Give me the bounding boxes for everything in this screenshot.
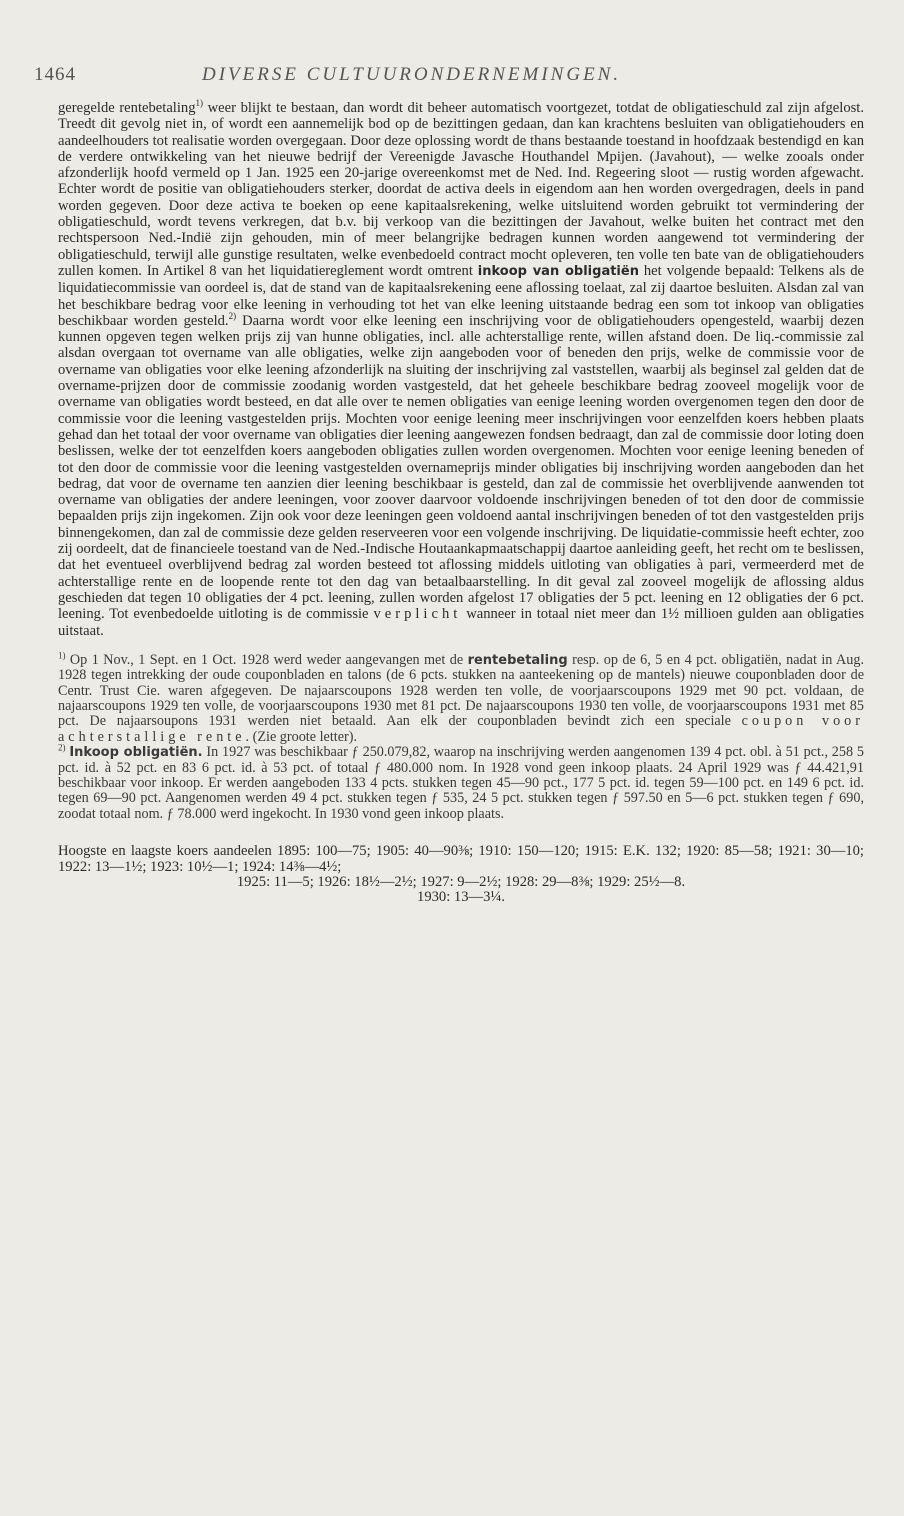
text-segment: geregelde rentebetaling — [58, 100, 196, 116]
footnote-text: Op 1 Nov., 1 Sept. en 1 Oct. 1928 werd weder aangevangen met de — [65, 651, 468, 668]
footnote-ref-2[interactable]: 2) — [228, 311, 237, 321]
page-header — [34, 50, 864, 90]
stats-line-3: 1930: 13—3¼. — [417, 889, 505, 906]
footnote-text: . (Zie groote letter). — [245, 728, 358, 745]
footnote-mark-1: 1) — [58, 650, 66, 661]
footnote-2 — [58, 742, 865, 822]
footnote-1 — [58, 650, 864, 745]
text-segment: weer blijkt te bestaan, dan wordt dit beheer automatisch voortgezet, totdat de obligatieschuld zal zijn afgelost. Treedt dit gevolg niet in, of wordt een aannemelijk bod op de bezittingen gedaan, dan kan krachtens besluiten van obligatiehouders en aandeelhouders tot realisatie worden overgegaan. Door deze oplossing wordt de thans bestaande toestand in hoofdzaak bestendigd en kan de verdere ontwikkeling van het nieuwe bedrijf der Vereenigde Javasche Houthandel Mpijen. (Javahout), — welke zooals onder afzonderlijk hoofd vermeld op 1 Jan. 1925 een 20-jarige overeenkomst met de Ned. Ind. Regeering sloot — rustig worden afgewacht. Echter wordt de positie van obligatiehouders sterker, doordat de activa deels in eigendom aan hen worden overgedragen, deels in pand worden gegeven. Door deze activa te boeken op eene kapitaalsrekening, welke uitsluitend worden gebruikt tot vermindering der obligatieschuld, wordt tevens verkregen, dat b.v. bij verkoop van die bezittingen der Javahout, welke buiten het contract met den rechtspersoon Ned.-Indië zijn gehouden, min of meer belangrijke bedragen kunnen worden aangewend tot vermindering der obligatieschuld, terwijl alle gunstige resultaten, welke evenbedoeld contract mocht opleveren, ten volle ten bate van de obligatiehouders zullen komen. In Artikel 8 van het liquidatiereglement wordt omtrent — [58, 100, 865, 279]
footnote-text: resp. op de 6, 5 en 4 pct. obligatiën, nadat in Aug. 1928 tegen intrekking der oude couponbladen en talons (de 6 pcts. stukken na aanteekening op de mantels) nieuwe couponbladen door de Centr. Trust Cie. waren afgegeven. De najaarscoupons 1928 werden ten volle, de voorjaarscoupons 1929 met 90 pct. voldaan, de najaarscoupons 1929 ten volle, de voorjaarscoupons 1930 met 81 pct. De najaarscoupons 1930 ten volle, de voorjaarscoupons 1931 met 85 pct. De najaarsoupons 1931 werden niet betaald. Aan elk der couponbladen bevindt zich een speciale — [58, 651, 864, 730]
spaced-term-coupon: coupon voor achterstallige rente — [58, 713, 864, 745]
main-paragraph — [58, 100, 864, 639]
running-title: DIVERSE CULTUURONDERNEMINGEN. — [202, 64, 622, 85]
footnote-ref-1[interactable]: 1) — [195, 98, 204, 109]
text-segment: Daarna wordt voor elke leening een inschrijving voor de obligatiehouders opengesteld, waarbij dezen kunnen opgeven tegen welken prijs zij van hunne obligaties, incl. alle achterstallige rente, willen afstand doen. De liq.-commissie zal alsdan overgaan tot overname van alle obligaties, welke zijn aangeboden voor of beneden den prijs, welke de commissie voor de overname van obligaties voor elke leening afzonderlijk na sluiting der inschrijving zal vaststellen, waarbij als beginsel zal gelden dat de overname-prijzen door de commissie zoodanig worden vastgesteld, dat het geheele beschikbare bedrag zooveel mogelijk voor de overname van obligaties wordt besteed, en dat alle over te nemen obligaties van eenige leening worden overgenomen tegen den door de commissie voor die leening vastgestelden prijs. Mochten voor eenige leening meer inschrijvingen voor eenzelfden koers hebben plaats gehad dan het totaal der voor overname van obligaties dier leening aangewezen fondsen bedraagt, dan zal de commissie door loting doen beslissen, welke der tot eenzelfden koers aangeboden obligaties zullen worden overgenomen. Mochten voor eenige leening beneden of tot den door de commissie voor die leening vastgestelden overnameprijs minder obligaties bij inschrijving worden aangeboden dan het bedrag, dat voor de overname ten aanzien dier leening beschikbaar is gesteld, dan zal de commissie het overblijvende aanwenden tot overname van obligaties der andere leeningen, voor zoover daarvoor voldoende inschrijvingen beneden of tot den door de commissie bepaalden prijs zijn ingekomen. Zijn ook voor deze leeningen geen voldoend aantal inschrijvingen beneden of tot den vastgestelden prijs binnengekomen, dan zal de commissie deze gelden reserveeren voor een volgende inschrijving. De liquidatie-commissie heeft echter, zoo zij oordeelt, dat de financieele toestand van de Ned.-Indische Houtaankapmaatschappij daartoe aanleiding geeft, het recht om te beslissen, dat het eventueel overblijvend bedrag zal worden besteed tot aflossing middels uitloting van obligaties à pari, vermeerderd met de achterstallige rente en de loopende rente tot den dag van betaalbaarstelling. In dit geval zal zooveel mogelijk de aflossing aldus geschieden dat tegen 10 obligaties der 4 pct. leening, zullen worden afgelost 17 obligaties der 5 pct. leening en 12 obligaties der 6 pct. leening. Tot evenbedoelde uitloting is de commissie — [58, 312, 864, 623]
footnote-text: In 1927 was beschikbaar ƒ 250.079,82, waarop na inschrijving werden aangenomen 139 4 pct. obl. à 51 pct., 258 5 pct. id. à 52 pct. en 83 6 pct. id. à 53 pct. of totaal ƒ 480.000 nom. In 1928 vond geen inkoop plaats. 24 April 1929 was ƒ 44.421,91 beschikbaar voor inkoop. Er werden aangeboden 133 4 pcts. stukken tegen 45—90 pct., 177 5 pct. id. tegen 59—100 pct. en 149 6 pct. id. tegen 69—90 pct. Aangenomen werden 49 4 pct. stukken tegen ƒ 535, 24 5 pct. stukken tegen ƒ 597.50 en 5—6 pct. stukken tegen ƒ 690, zoodat totaal nom. ƒ 78.000 werd ingekocht. In 1930 vond geen inkoop plaats. — [58, 744, 865, 822]
stats-line-1: Hoogste en laagste koers aandeelen 1895: 100—75; 1905: 40—90⅜; 1910: 150—120; 1915: E.K. 132; 1920: 85—58; 1921: 30—10; 1922: 13—1½; 1923: 10½—1; 1924: 14⅜—4½; — [58, 843, 864, 875]
spaced-term-verplicht: verplicht — [373, 606, 462, 623]
bold-term-rentebetaling: rentebetaling — [467, 652, 568, 668]
text-segment: het volgende bepaald: Telkens als de liquidatiecommissie van oordeel is, dat de stand van de kapitaalsrekening eene aflossing toelaat, zal zij daartoe besluiten. Alsdan zal van het beschikbare bedrag voor elke leening in verhouding tot het van elke leening uitstaande bedrag een som tot inkoop van obligaties beschikbaar worden gesteld. — [58, 262, 864, 329]
text-segment: wanneer in totaal niet meer dan 1½ millioen gulden aan obligaties uitstaat. — [58, 606, 865, 639]
main-text — [58, 100, 864, 639]
stats-line-2: 1925: 11—5; 1926: 18½—2½; 1927: 9—2½; 1928: 29—8⅜; 1929: 25½—8. — [236, 874, 686, 891]
footnote-mark-2: 2) — [58, 742, 66, 753]
footnotes — [58, 650, 865, 822]
bold-term-inkoop: inkoop van obligatiën — [477, 263, 639, 279]
price-statistics — [58, 844, 864, 906]
bold-term-inkoop-obligatien: Inkoop obligatiën. — [69, 745, 203, 761]
page-number: 1464 — [34, 64, 76, 85]
